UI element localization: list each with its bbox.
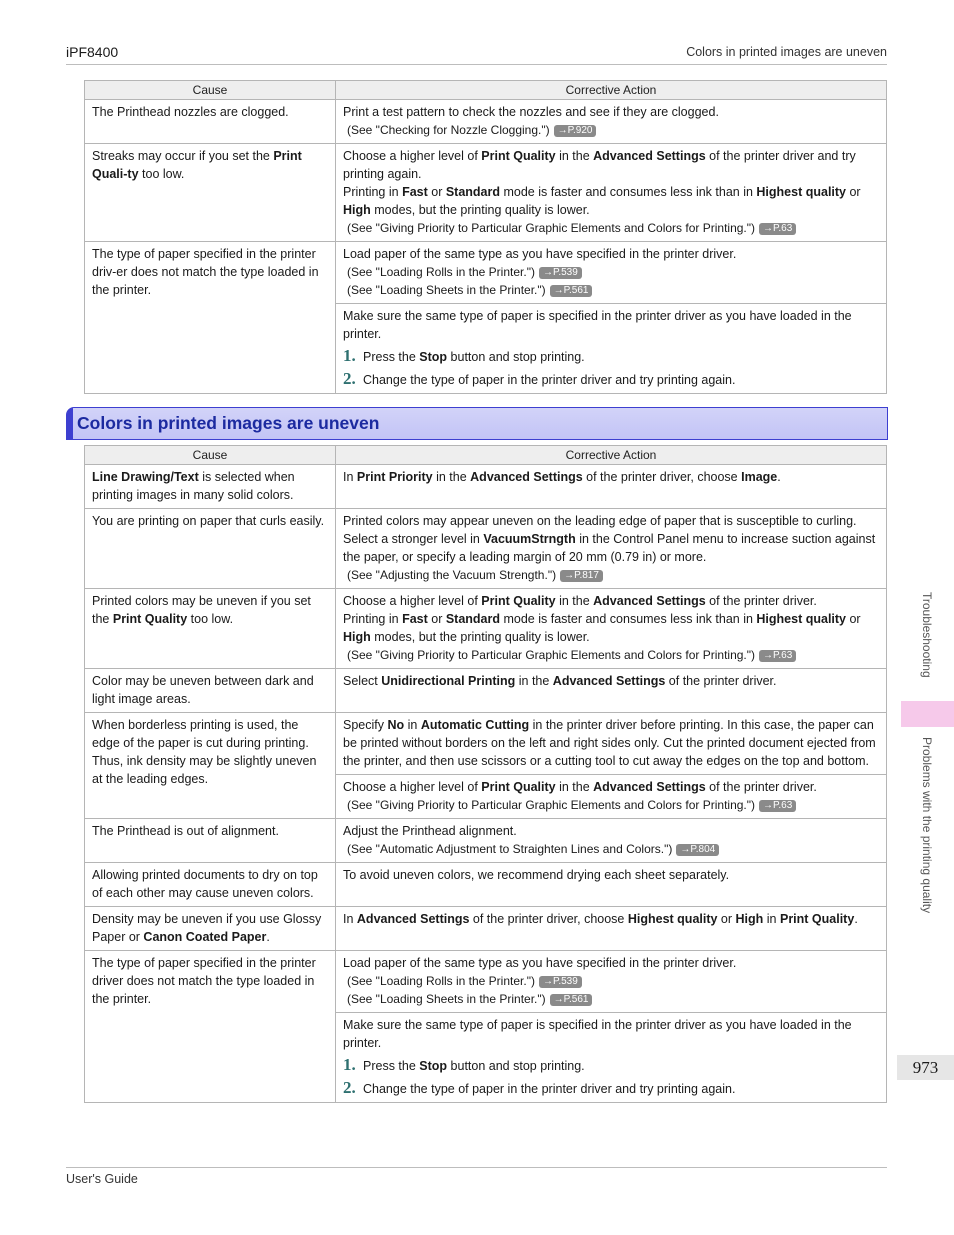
table-row [85,509,887,589]
table-row [85,669,887,713]
header-chapter: Colors in printed images are uneven [686,45,887,59]
header-model: iPF8400 [66,44,119,60]
action-cell: Select Unidirectional Printing in the Advanced Settings of the printer driver. [336,669,887,713]
action-cell [336,775,887,819]
reference-text: (See "Checking for Nozzle Clogging.") [347,123,550,137]
action-text: Make sure the same type of paper is specified in the printer driver as you have loaded in the printer. [343,1018,852,1050]
table-row [85,465,887,509]
cause-cell: The Printhead nozzles are clogged. [85,100,336,144]
page-link[interactable]: →P.804 [676,844,719,856]
action-cell: To avoid uneven colors, we recommend drying each sheet separately. [336,863,887,907]
section-title: Colors in printed images are uneven [77,413,380,433]
sidebar-section-tab[interactable]: Troubleshooting [920,592,934,678]
section-accent-bar [67,408,73,439]
table-row [85,713,887,775]
action-text: Load paper of the same type as you have specified in the printer driver. [343,956,737,970]
page-link[interactable]: →P.561 [550,285,593,297]
cause-cell: Streaks may occur if you set the Print Quali-ty too low. [85,144,336,242]
reference-text: (See "Giving Priority to Particular Graphic Elements and Colors for Printing.") [347,221,756,235]
footer-divider [66,1167,887,1168]
table-header-row [85,81,887,100]
action-cell [336,100,887,144]
action-text: Load paper of the same type as you have specified in the printer driver. [343,247,737,261]
reference-text: (See "Giving Priority to Particular Graphic Elements and Colors for Printing.") [347,798,756,812]
page-link[interactable]: →P.561 [550,994,593,1006]
action-cell: In Advanced Settings of the printer driver, choose Highest quality or High in Print Quality. [336,907,887,951]
sidebar-active-marker [901,701,954,727]
section-heading [66,407,888,440]
action-cell [336,819,887,863]
reference-text: (See "Loading Sheets in the Printer.") [347,283,546,297]
page-link[interactable]: →P.63 [759,650,796,662]
column-header-cause: Cause [85,81,336,100]
step-item: 1. Press the Stop button and stop printing. [343,1055,585,1074]
action-note: Printing in Fast or Standard mode is faster and consumes less ink than in Highest quality or High modes, but the printing quality is lower. [343,612,861,644]
cause-action-table-1 [84,80,887,394]
column-header-action: Corrective Action [336,81,887,100]
sidebar-subsection-tab[interactable]: Problems with the printing quality [920,737,934,914]
action-cell [336,304,887,394]
action-cell [336,951,887,1013]
cause-cell: Density may be uneven if you use Glossy Paper or Canon Coated Paper. [85,907,336,951]
page-link[interactable]: →P.920 [554,125,597,137]
action-cell [336,242,887,304]
cause-cell: The type of paper specified in the printer driver does not match the type loaded in the printer. [85,951,336,1103]
action-cell [336,509,887,589]
table-row [85,951,887,1013]
action-cell [336,1013,887,1103]
reference-text: (See "Giving Priority to Particular Graphic Elements and Colors for Printing.") [347,648,756,662]
action-text: Printed colors may appear uneven on the leading edge of paper that is susceptible to curling. Select a stronger level in VacuumStrngth in the Control Panel menu to increase suction against the paper, or specify a leading margin of 20 mm (0.79 in) or more. [343,514,876,564]
page-link[interactable]: →P.63 [759,223,796,235]
cause-cell: The type of paper specified in the printer driv-er does not match the type loaded in the printer. [85,242,336,394]
reference-text: (See "Loading Rolls in the Printer.") [347,974,535,988]
action-text: Print a test pattern to check the nozzles and see if they are clogged. [343,105,719,119]
action-cell [336,589,887,669]
column-header-cause: Cause [85,446,336,465]
page-link[interactable]: →P.539 [539,976,582,988]
table-row [85,242,887,304]
table-row [85,819,887,863]
action-text: Choose a higher level of Print Quality in the Advanced Settings of the printer driver. [343,780,817,794]
table-row [85,144,887,242]
step-item: 2. Change the type of paper in the printer driver and try printing again. [343,1078,736,1097]
action-text: Choose a higher level of Print Quality in the Advanced Settings of the printer driver. [343,594,817,608]
cause-cell: Color may be uneven between dark and light image areas. [85,669,336,713]
table-row [85,863,887,907]
cause-cell: The Printhead is out of alignment. [85,819,336,863]
action-text: Make sure the same type of paper is specified in the printer driver as you have loaded in the printer. [343,309,852,341]
reference-text: (See "Automatic Adjustment to Straighten Lines and Colors.") [347,842,673,856]
cause-action-table-2 [84,445,887,1103]
action-cell: In Print Priority in the Advanced Settings of the printer driver, choose Image. [336,465,887,509]
header-divider [66,64,887,65]
table-row [85,100,887,144]
step-item: 2. Change the type of paper in the printer driver and try printing again. [343,369,736,388]
reference-text: (See "Adjusting the Vacuum Strength.") [347,568,557,582]
column-header-action: Corrective Action [336,446,887,465]
reference-text: (See "Loading Rolls in the Printer.") [347,265,535,279]
table-header-row [85,446,887,465]
page-number: 973 [897,1055,954,1080]
step-item: 1. Press the Stop button and stop printing. [343,346,585,365]
table-row [85,589,887,669]
cause-cell: When borderless printing is used, the edge of the paper is cut during printing. Thus, ink density may be slightly uneven at the leading edges. [85,713,336,819]
action-text: Choose a higher level of Print Quality in the Advanced Settings of the printer driver and try printing again. [343,149,856,181]
page-link[interactable]: →P.63 [759,800,796,812]
table-row [85,907,887,951]
page-link[interactable]: →P.817 [560,570,603,582]
cause-cell: You are printing on paper that curls easily. [85,509,336,589]
action-note: Printing in Fast or Standard mode is faster and consumes less ink than in Highest quality or High modes, but the printing quality is lower. [343,185,861,217]
cause-cell: Line Drawing/Text is selected when printing images in many solid colors. [85,465,336,509]
reference-text: (See "Loading Sheets in the Printer.") [347,992,546,1006]
action-text: Adjust the Printhead alignment. [343,824,517,838]
action-cell [336,144,887,242]
action-cell: Specify No in Automatic Cutting in the printer driver before printing. In this case, the paper can be printed without borders on the left and right sides only. Cut the printed document ejected from the printer, and then use scissors or a cutting tool to cut away the edges on the top and bottom. [336,713,887,775]
footer-guide-title: User's Guide [66,1172,138,1186]
cause-cell: Allowing printed documents to dry on top of each other may cause uneven colors. [85,863,336,907]
cause-cell: Printed colors may be uneven if you set the Print Quality too low. [85,589,336,669]
page-link[interactable]: →P.539 [539,267,582,279]
